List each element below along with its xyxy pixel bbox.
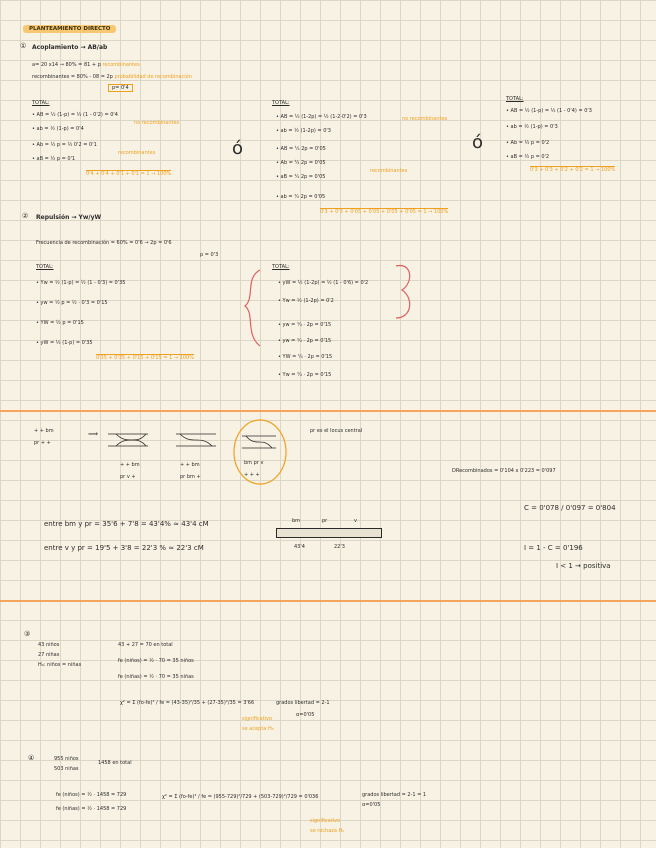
interference-ineq: I < 1 → positiva: [556, 562, 611, 570]
text-line: Frecuencia de recombinación = 60% = 0'6 → 2p = 0'6: [36, 240, 172, 246]
data-line: 43 niños: [38, 642, 60, 648]
formula-row: • aB = ¼ 2p = 0'05: [276, 174, 326, 180]
cross-label: + + bm: [120, 462, 140, 468]
section-heading: Repulsión → Yw/yW: [36, 214, 102, 221]
sum-line: 0'35 + 0'35 + 0'15 + 0'15 = 1 → 100%: [96, 355, 194, 361]
formula-row: • ab = ½ (1-p) = 0'4: [32, 126, 84, 132]
chi-square-eq: χ² = Σ (fo-fe)² / fe = (43-35)²/35 + (27-35)²/35 = 3'66: [120, 700, 255, 706]
gl-line: grados libertad = 2-1: [276, 700, 330, 706]
calc-line: fe (niñas) = ½ · 1458 = 729: [56, 806, 127, 812]
formula-row: • AB = ¼ 2p = 0'05: [276, 146, 326, 152]
map-distance: 22'3: [334, 544, 345, 550]
distance-line: entre v y pr = 19'5 + 3'8 = 22'3 % ≈ 22'3 cM: [44, 544, 204, 552]
formula-row: • ab = ½ (1-p) = 0'3: [506, 124, 558, 130]
formula-row: • AB = ½ (1-p) = ½ (1 - 0'4) = 0'3: [506, 108, 592, 114]
or-symbol: ó: [232, 138, 244, 159]
sum-line: 0'3 + 0'3 + 0'2 + 0'2 = 1 → 100%: [530, 167, 616, 173]
section-divider: [0, 600, 656, 602]
formula-row: • Ab = ½ p = 0'2: [506, 140, 550, 146]
total-label: TOTAL:: [272, 264, 290, 270]
result-box: p= 0'4: [108, 84, 133, 92]
formula-row: • YW = ½ p = 0'15: [36, 320, 84, 326]
formula-row: • Ab = ¼ 2p = 0'05: [276, 160, 326, 166]
page-title: PLANTEAMIENTO DIRECTO: [23, 25, 116, 33]
map-label: v: [354, 518, 357, 524]
calc-line: fe (niños) = ½ · 1458 = 729: [56, 792, 127, 798]
section-number: ②: [22, 212, 29, 220]
data-line: 955 niños: [54, 756, 79, 762]
annotation: recombinantes: [118, 150, 156, 156]
total-label: TOTAL:: [32, 100, 50, 106]
annotation: significativo: [310, 818, 341, 824]
chi-square-eq: χ² = Σ (fo-fe)² / fe = (955-729)²/729 + (503-729)²/729 = 0'036: [162, 794, 319, 800]
formula-row: • Ab = ½ p = ½ 0'2 = 0'1: [32, 142, 97, 148]
crossover-diagram: [176, 426, 226, 456]
annotation: significativo: [242, 716, 273, 722]
coincidence-eq: C = 0'078 / 0'097 = 0'804: [524, 504, 616, 512]
formula-row: • ab = ¼ 2p = 0'05: [276, 194, 326, 200]
formula-row: • yw = ½ p = ½ · 0'3 = 0'15: [36, 300, 108, 306]
arrow-icon: ⟹: [88, 430, 99, 438]
formula-line: DRecombinados = 0'104 x 0'223 = 0'097: [452, 468, 556, 474]
section-number: ①: [20, 42, 27, 50]
annotation: pr es el locus central: [310, 428, 363, 434]
section-number: ③: [24, 630, 31, 638]
chromosome-map-bar: [276, 528, 382, 538]
distance-line: entre bm y pr = 35'6 + 7'8 = 43'4% ≈ 43'4 cM: [44, 520, 209, 528]
total-label: TOTAL:: [36, 264, 54, 270]
section-divider: [0, 410, 656, 412]
formula-row: • YW = ¼ · 2p = 0'15: [278, 354, 333, 360]
cross-label: + + bm: [180, 462, 200, 468]
text-line: recombinantes = 80% - 08 = 2p probabilidad de recombinación: [32, 74, 192, 80]
total-line: 1458 en total: [98, 760, 132, 766]
formula-row: • AB = ½ (1-p) = ½ (1 - 0'2) = 0'4: [32, 112, 118, 118]
formula-row: • yW = ½ (1-p) = 0'35: [36, 340, 93, 346]
annotation: se acepta H₀: [242, 726, 274, 732]
formula-row: • ab = ½ (1-2p) = 0'3: [276, 128, 331, 134]
formula-row: • yw = ¼ · 2p = 0'15: [278, 322, 332, 328]
data-line: 27 niñas: [38, 652, 60, 658]
orange-circle: [232, 418, 292, 488]
cross-label: pr v +: [120, 474, 136, 480]
red-brace-left: [240, 268, 270, 348]
or-symbol: ó: [472, 132, 484, 153]
map-label: pr: [322, 518, 328, 524]
red-brace-right: [392, 262, 422, 322]
formula-row: • yW = ½ (1-2p) = ½ (1 - 0'6) = 0'2: [278, 280, 369, 286]
calc-line: 43 + 27 = 70 en total: [118, 642, 173, 648]
cross-label: pr bm +: [180, 474, 201, 480]
formula-row: • AB = ½ (1-2p) = ½ (1-2·0'2) = 0'3: [276, 114, 367, 120]
calc-line: fe (niños) = ½ · 70 = 35 niños: [118, 658, 194, 664]
gl-line: α=0'05: [362, 802, 381, 808]
section-number: ④: [28, 754, 35, 762]
cross-label: bm pr v: [244, 460, 264, 466]
genes-row: + + bm: [34, 428, 54, 434]
total-label: TOTAL:: [506, 96, 524, 102]
gl-line: α=0'05: [296, 712, 315, 718]
annotation: recombinantes: [370, 168, 408, 174]
text-line: p = 0'3: [200, 252, 219, 258]
formula-row: • aB = ½ p = 0'2: [506, 154, 550, 160]
formula-row: • Yw = ½ (1-2p) = 0'2: [278, 298, 334, 304]
data-line: 503 niñas: [54, 766, 79, 772]
section-heading: Acoplamiento → AB/ab: [32, 44, 108, 51]
annotation: no recombinantes: [134, 120, 180, 126]
map-distance: 43'4: [294, 544, 305, 550]
crossover-diagram: [108, 426, 158, 456]
map-label: bm: [292, 518, 301, 524]
formula-row: • aB = ½ p = 0'1: [32, 156, 76, 162]
formula-row: • yw = ¼ · 2p = 0'15: [278, 338, 332, 344]
annotation: no recombinantes: [402, 116, 448, 122]
text-line: a= 20 x14 → 80% = 81 + p recombinantes: [32, 62, 140, 68]
formula-row: • Yw = ½ (1-p) = ½ (1 - 0'3) = 0'35: [36, 280, 126, 286]
genes-row: pr + +: [34, 440, 51, 446]
data-line: H₀: niños = niñas: [38, 662, 82, 668]
interference-eq: I = 1 - C = 0'196: [524, 544, 583, 552]
total-label: TOTAL:: [272, 100, 290, 106]
gl-line: grados libertad = 2-1 = 1: [362, 792, 427, 798]
annotation: se rechaza H₀: [310, 828, 345, 834]
formula-row: • Yw = ¼ · 2p = 0'15: [278, 372, 332, 378]
cross-label: + + +: [244, 472, 260, 478]
sum-line: 0'4 + 0'4 + 0'1 + 0'1 = 1 → 100%: [86, 171, 172, 177]
calc-line: fe (niñas) = ½ · 70 = 35 niñas: [118, 674, 194, 680]
sum-line: 0'3 + 0'3 + 0'05 + 0'05 + 0'05 + 0'05 = 1 → 100%: [320, 209, 449, 215]
